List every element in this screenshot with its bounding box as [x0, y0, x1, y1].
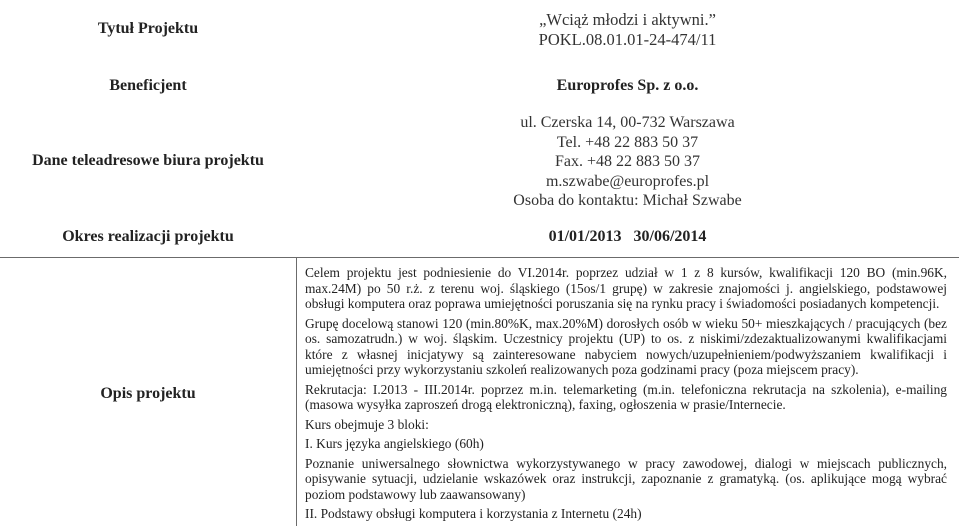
project-title-value [296, 10, 959, 50]
description-label: Opis projektu [100, 385, 196, 402]
period-label: Okres realizacji projektu [62, 228, 234, 245]
beneficiary-value: Europrofes Sp. z o.o. [556, 77, 699, 94]
project-title-label: Tytuł Projektu [97, 20, 199, 37]
target-group: Grupę docelową stanowi 120 (min.80%K, max.20%M) dorosłych osób w wieku 50+ mieszkających / pracujących (bez os. samozatrudn.) w woj. śląskim. Uczestnicy projektu (UP) to os. z niskimi/zdezaktualizowanymi kwalifikacjami które z własnej inicjatywy są zainteresowane nabyciem nowych/uzupełnieniem/podwyższaniem kwalifikacji i umiejętności przy wykorzystaniu szkoleń realizowanych poza godzinami pracy (poza miejscem pracy). [305, 315, 947, 377]
block-1-text: Poznanie uniwersalnego słownictwa wykorzystywanego w pracy zawodowej, dialogi w miejscach publicznych, opisywanie sytuacji, udzielanie wskazówek oraz instrukcji, zapoznanie z gramatyką. (os. aplikujące mogą wybrać poziom podstawowy lub zaawansowany) [305, 455, 947, 502]
period-value: 01/01/2013 30/06/2014 [548, 228, 707, 245]
office-address: ul. Czerska 14, 00-732 Warszawa [520, 114, 735, 131]
block-1-title: I. Kurs języka angielskiego (60h) [305, 436, 484, 451]
office-email: m.szwabe@europrofes.pl [545, 172, 710, 190]
office-fax: Fax. +48 22 883 50 37 [554, 153, 701, 170]
office-contact-label: Dane teleadresowe biura projektu [32, 152, 264, 169]
recruitment: Rekrutacja: I.2013 - III.2014r. poprzez m.in. telemarketing (m.in. telefoniczna rekrutacja na szkolenia), e-mailing (masowa wysyłka zaproszeń drogą elektroniczną), faxing, ogłoszenia w prasie/Internecie. [305, 381, 947, 412]
beneficiary-label: Beneficjent [109, 77, 187, 94]
project-goal: Celem projektu jest podniesienie do VI.2014r. poprzez udział w 1 z 8 kursów, kwalifikacji 120 BO (min.96K, max.24M) po 50 r.ż. z terenu woj. śląskiego (15os/1 grupę) w zakresie znajomości j. angielskiego, podstawowej obsługi komputera oraz poprawa umiejętności poruszania się na rynku pracy i świadomości posiadanych kompetencji. [305, 265, 947, 311]
description-text [305, 265, 947, 522]
column-divider [296, 257, 297, 526]
block-2-title: II. Podstawy obsługi komputera i korzystania z Internetu (24h) [305, 506, 642, 521]
office-contact-value [296, 113, 959, 211]
office-phone: Tel. +48 22 883 50 37 [556, 133, 699, 151]
course-intro: Kurs obejmuje 3 bloki: [305, 416, 429, 432]
row-divider [0, 257, 959, 258]
contact-person: Osoba do kontaktu: Michał Szwabe [513, 192, 742, 209]
project-code: POKL.08.01.01-24-474/11 [538, 30, 717, 49]
project-title-name: „Wciąż młodzi i aktywni.” [539, 10, 716, 29]
